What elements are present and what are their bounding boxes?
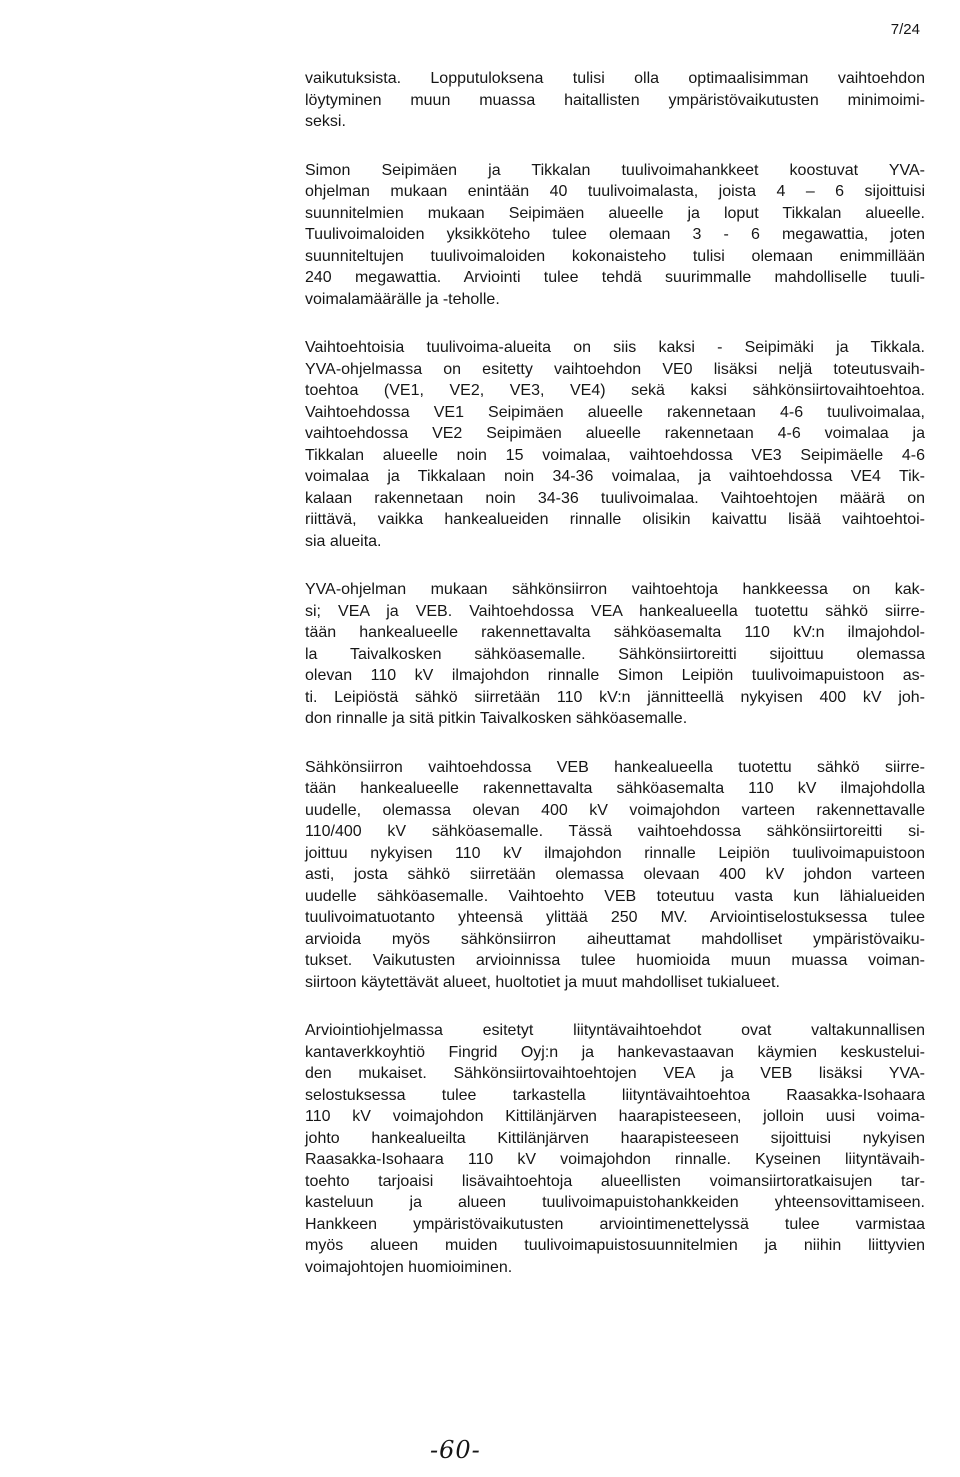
paragraph-4	[305, 579, 925, 730]
text-line: seksi.	[305, 113, 346, 130]
text-line: sia alueita.	[305, 532, 382, 550]
text-line: voimalaa ja Tikkalaan noin 34-36 voimalaa, ja vaihtoehdossa VE4 Tik-	[305, 468, 925, 485]
text-line: suunniteltujen tuulivoimaloiden kokonaisteho tulisi olemaan enimmillään	[305, 247, 925, 265]
text-line: arvioida myös sähkönsiirron aiheuttamat mahdolliset ympäristövaiku-	[305, 930, 925, 948]
text-line: si; VEA ja VEB. Vaihtoehdossa VEA hankealueella tuotettu sähkö siirre-	[305, 602, 925, 620]
text-line: toehtoa (VE1, VE2, VE3, VE4) sekä kaksi sähkönsiirtovaihtoehtoa.	[305, 382, 925, 399]
text-line: Vaihtoehdossa VE1 Seipimäen alueelle rakennetaan 4-6 tuulivoimalaa,	[305, 403, 925, 421]
text-line: den mukaiset. Sähkönsiirtovaihtoehtojen VEA ja VEB lisäksi YVA-	[305, 1065, 925, 1082]
paragraph-2	[305, 160, 925, 311]
text-line: tään hankealueelle rakennettavalta sähköasemalta 110 kV:n ilmajohdol-	[305, 624, 925, 641]
text-line: 240 megawattia. Arviointi tulee tehdä suurimmalle mahdolliselle tuuli-	[305, 269, 925, 286]
text-line: suunnitelmien mukaan Seipimäen alueelle ja loput Tikkalan alueelle.	[305, 204, 925, 222]
text-line: la Taivalkosken sähköasemalle. Sähkönsiirtoreitti sijoittuu olemassa	[305, 645, 925, 663]
text-line: siirtoon käytettävät alueet, huoltotiet ja muut mahdolliset tukialueet.	[305, 973, 780, 991]
text-line: kantaverkkoyhtiö Fingrid Oyj:n ja hankevastaavan käymien keskustelui-	[305, 1043, 925, 1061]
text-line: tään hankealueelle rakennettavalta sähköasemalta 110 kV ilmajohdolla	[305, 780, 925, 797]
text-line: YVA-ohjelman mukaan sähkönsiirron vaihtoehtoja hankkeessa on kak-	[305, 581, 925, 598]
text-line: vaihtoehdossa VE2 Seipimäen alueelle rakennetaan 4-6 voimalaa ja	[305, 425, 925, 442]
text-line: löytyminen muun muassa haitallisten ympäristövaikutusten minimoimi-	[305, 91, 925, 109]
text-line: vaikutuksista. Lopputuloksena tulisi olla optimaalisimman vaihtoehdon	[305, 70, 925, 87]
text-line: Hankkeen ympäristövaikutusten arviointimenettelyssä tulee varmistaa	[305, 1215, 925, 1233]
text-line: johto hankealueilta Kittilänjärven haarapisteeseen sijoittuisi nykyisen	[305, 1129, 925, 1147]
text-line: asti, josta sähkö siirretään olemassa olevaan 400 kV johdon varteen	[305, 866, 925, 883]
text-line: Tuulivoimaloiden yksikköteho tulee olemaan 3 - 6 megawattia, joten	[305, 226, 925, 243]
text-line: kasteluun ja alueen tuulivoimapuistohankkeiden yhteensovittamiseen.	[305, 1194, 925, 1211]
text-line: voimajohtojen huomioiminen.	[305, 1258, 513, 1276]
paragraph-1	[305, 68, 925, 133]
paragraph-5	[305, 757, 925, 994]
text-line: selostuksessa tulee tarkastella liityntävaihtoehtoa Raasakka-Isohaara	[305, 1086, 925, 1104]
text-line: uudelle sähköasemalle. Vaihtoehto VEB toteutuu vasta kun lähialueiden	[305, 887, 925, 905]
text-line: YVA-ohjelmassa on esitetty vaihtoehdon VE0 lisäksi neljä toteutusvaih-	[305, 360, 925, 378]
text-line: Raasakka-Isohaara 110 kV voimajohdon rinnalle. Kyseinen liityntävaih-	[305, 1151, 925, 1168]
text-line: 110/400 kV sähköasemalle. Tässä vaihtoehdossa sähkönsiirtoreitti si-	[305, 823, 925, 840]
text-line: kalaan rakennetaan noin 34-36 tuulivoimalaa. Vaihtoehtojen määrä on	[305, 489, 925, 507]
text-line: ti. Leipiöstä sähkö siirretään 110 kV:n jännitteellä nykyisen 400 kV joh-	[305, 688, 925, 706]
text-line: tuulivoimatuotanto yhteensä ylittää 250 MV. Arviointiselostuksessa tulee	[305, 909, 925, 926]
handwritten-page-mark: -60-	[430, 1436, 481, 1464]
text-line: olevan 110 kV ilmajohdon rinnalle Simon Leipiön tuulivoimapuistoon as-	[305, 667, 925, 684]
text-line: Arviointiohjelmassa esitetyt liityntävaihtoehdot ovat valtakunnallisen	[305, 1022, 925, 1039]
text-line: toehto tarjoaisi lisävaihtoehtoja alueellisten voimansiirtoratkaisujen tar-	[305, 1172, 925, 1190]
text-line: Simon Seipimäen ja Tikkalan tuulivoimahankkeet koostuvat YVA-	[305, 161, 925, 179]
text-line: 110 kV voimajohdon Kittilänjärven haarapisteeseen, jolloin uusi voima-	[305, 1108, 925, 1125]
paragraph-3	[305, 337, 925, 552]
paragraph-6	[305, 1020, 925, 1278]
page-number: 7/24	[890, 21, 920, 38]
document-body	[305, 68, 925, 1305]
text-line: voimalamäärälle ja -teholle.	[305, 290, 500, 308]
text-line: Vaihtoehtoisia tuulivoima-alueita on siis kaksi - Seipimäki ja Tikkala.	[305, 339, 925, 356]
text-line: tukset. Vaikutusten arvioinnissa tulee huomioida muun muassa voiman-	[305, 952, 925, 969]
text-line: don rinnalle ja sitä pitkin Taivalkosken sähköasemalle.	[305, 710, 688, 727]
text-line: joittuu nykyisen 110 kV ilmajohdon rinnalle Leipiön tuulivoimapuistoon	[305, 844, 925, 862]
text-line: Tikkalan alueelle noin 15 voimalaa, vaihtoehdossa VE3 Seipimäelle 4-6	[305, 446, 925, 464]
text-line: Sähkönsiirron vaihtoehdossa VEB hankealueella tuotettu sähkö siirre-	[305, 758, 925, 776]
text-line: myös alueen muiden tuulivoimapuistosuunnitelmien ja niihin liittyvien	[305, 1237, 925, 1254]
text-line: riittävä, vaikka hankealueiden rinnalle olisikin kaivattu lisää vaihtoehtoi-	[305, 511, 925, 528]
text-line: uudelle, olemassa olevan 400 kV voimajohdon varteen rakennettavalle	[305, 801, 925, 819]
text-line: ohjelman mukaan enintään 40 tuulivoimalasta, joista 4 – 6 sijoittuisi	[305, 183, 925, 200]
